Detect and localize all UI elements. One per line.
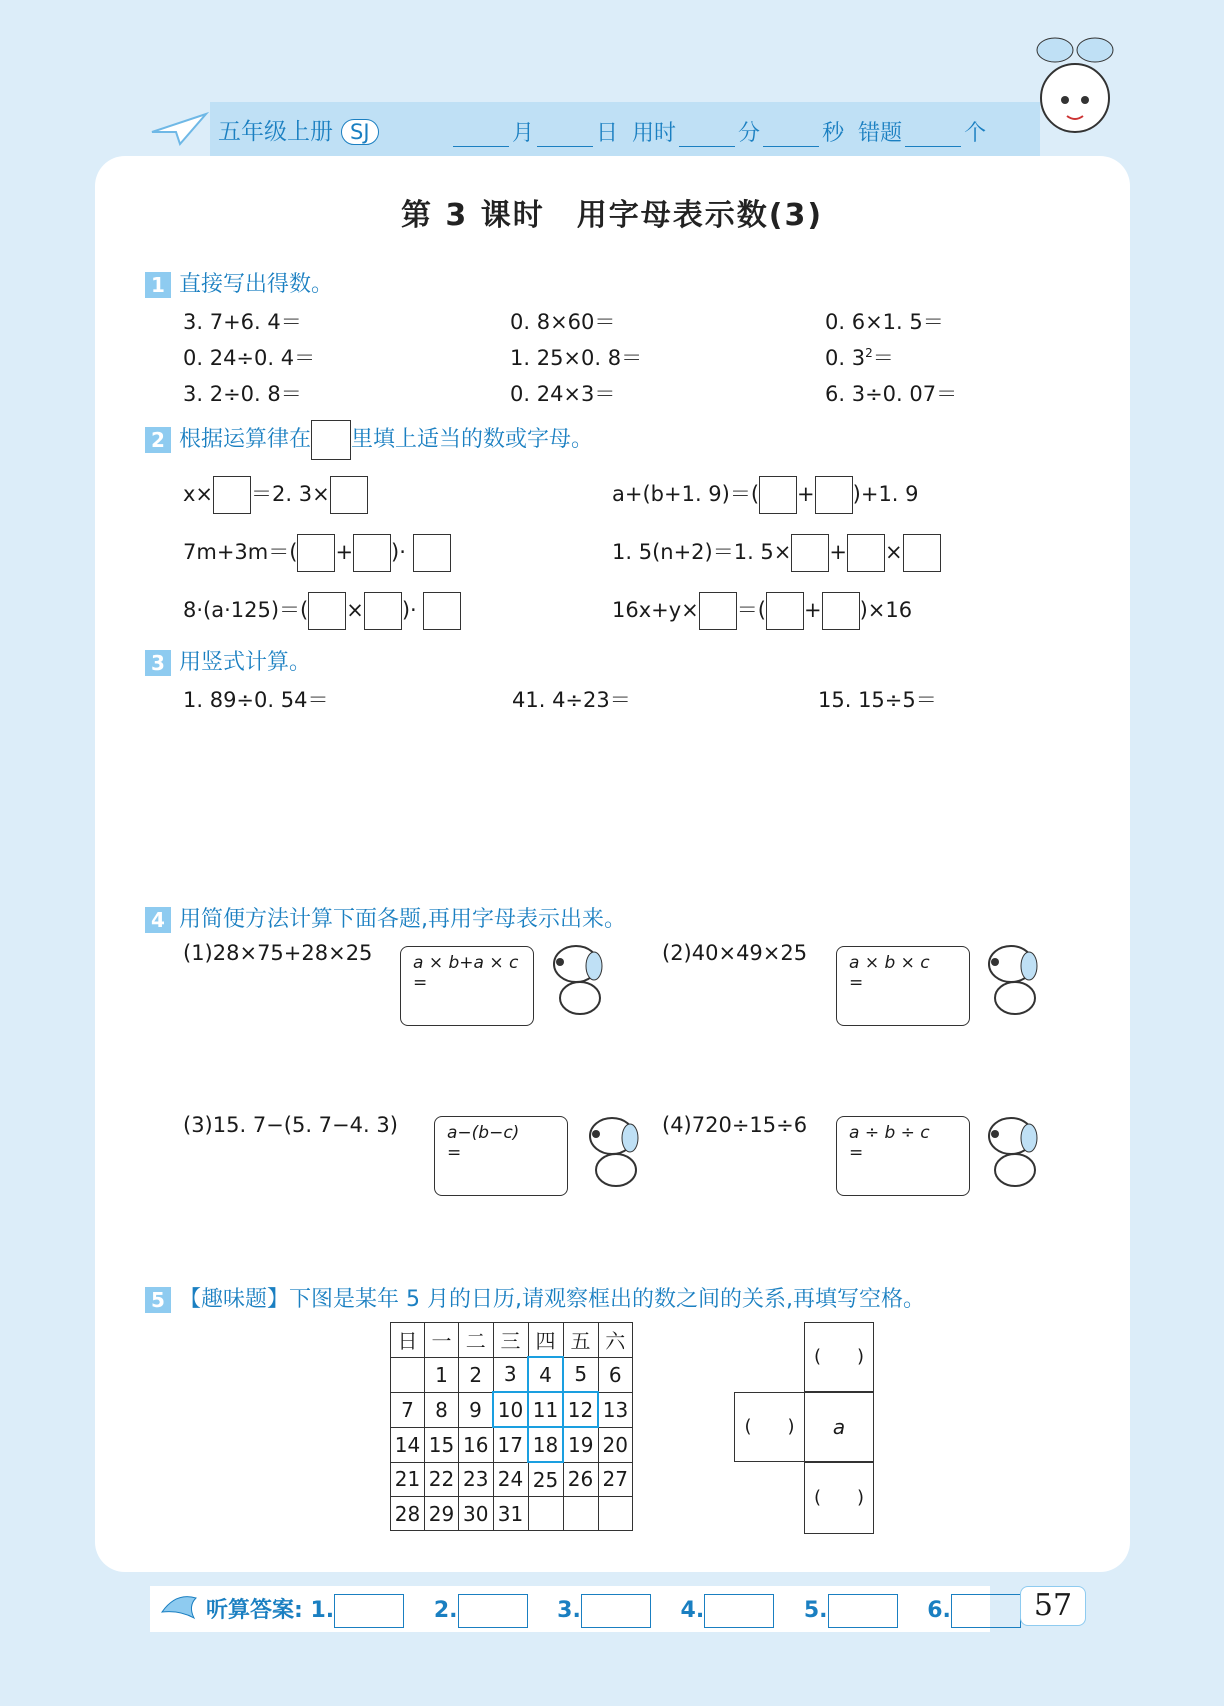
answer-slot[interactable] (704, 1594, 774, 1628)
q2-row3-right: 16x+y× ＝( + )×16 (612, 592, 912, 630)
q1-item: 1. 25×0. 8＝ (510, 346, 643, 370)
q2-heading: 2 根据运算律在 里填上适当的数或字母。 (145, 420, 593, 460)
dog-icon (576, 1110, 651, 1199)
cross-top-cell[interactable]: ( ) (804, 1322, 874, 1392)
q1-item: 3. 2÷0. 8＝ (183, 382, 302, 406)
answer-box[interactable] (413, 534, 451, 572)
answer-box[interactable] (847, 534, 885, 572)
q1-item: 0. 8×60＝ (510, 310, 616, 334)
cross-pattern (734, 1322, 874, 1534)
answer-row: 听算答案: 1. 2. 3. 4. 5. 6. (206, 1593, 1021, 1628)
cross-center-cell: a (804, 1392, 874, 1462)
formula-box: a ÷ b ÷ c = (836, 1116, 970, 1196)
q2-row2-left: 7m+3m＝( + )· (183, 534, 451, 572)
calendar-table: 日 一 二 三 四 五 六 1 2 3 4 5 6 7 8 9 10 11 12 13 14 15 16 17 18 19 20 21 22 23 24 25 26 27 28 29 30 31 (390, 1322, 633, 1531)
answer-box[interactable] (822, 592, 860, 630)
answer-box[interactable] (364, 592, 402, 630)
dog-icon (975, 938, 1050, 1027)
q4-item-label: (1)28×75+28×25 (183, 941, 373, 965)
answer-slot[interactable] (458, 1594, 528, 1628)
answer-box[interactable] (699, 592, 737, 630)
q1-item: 0. 24÷0. 4＝ (183, 346, 316, 370)
answer-box[interactable] (308, 592, 346, 630)
q4-item-label: (3)15. 7−(5. 7−4. 3) (183, 1113, 398, 1137)
q2-row3-left: 8·(a·125)＝( × )· (183, 592, 461, 630)
grade-label: 五年级上册 SJ (218, 113, 379, 146)
answer-slot[interactable] (334, 1594, 404, 1628)
q2-row1-right: a+(b+1. 9)＝( + )+1. 9 (612, 476, 919, 514)
girl-illustration (1025, 30, 1125, 159)
answer-box[interactable] (791, 534, 829, 572)
dog-icon (540, 938, 615, 1027)
answer-box[interactable] (330, 476, 368, 514)
q5-heading: 5 【趣味题】下图是某年 5 月的日历,请观察框出的数之间的关系,再填写空格。 (145, 1282, 925, 1313)
q3-heading: 3 用竖式计算。 (145, 645, 311, 676)
answer-slot[interactable] (581, 1594, 651, 1628)
formula-box: a × b × c = (836, 946, 970, 1026)
q1-item: 6. 3÷0. 07＝ (825, 382, 958, 406)
dolphin-icon (158, 1588, 202, 1632)
answer-slot[interactable] (951, 1594, 1021, 1628)
page-number: 57 (1020, 1586, 1086, 1626)
q1-item: 0. 24×3＝ (510, 382, 616, 406)
q1-item: 3. 7+6. 4＝ (183, 310, 302, 334)
q2-row1-left: x× ＝2. 3× (183, 476, 368, 514)
cross-bottom-cell[interactable]: ( ) (804, 1462, 874, 1534)
answer-box[interactable] (353, 534, 391, 572)
answer-slot[interactable] (828, 1594, 898, 1628)
q2-row2-right: 1. 5(n+2)＝1. 5× + × (612, 534, 941, 572)
answer-box[interactable] (766, 592, 804, 630)
q3-item: 41. 4÷23＝ (512, 688, 631, 712)
page-title: 第 3 课时 用字母表示数(3) (400, 198, 824, 233)
q4-item-label: (4)720÷15÷6 (662, 1113, 808, 1137)
q4-heading: 4 用简便方法计算下面各题,再用字母表示出来。 (145, 902, 626, 933)
dog-icon (975, 1110, 1050, 1199)
answer-box[interactable] (213, 476, 251, 514)
answer-box[interactable] (423, 592, 461, 630)
q3-item: 15. 15÷5＝ (818, 688, 937, 712)
q1-heading: 1 直接写出得数。 (145, 267, 333, 298)
formula-box: a × b+a × c = (400, 946, 534, 1026)
answer-box[interactable] (297, 534, 335, 572)
cross-left-cell[interactable]: ( ) (734, 1392, 805, 1462)
q3-item: 1. 89÷0. 54＝ (183, 688, 329, 712)
q1-item: 0. 6×1. 5＝ (825, 310, 944, 334)
q1-item: 0. $3^2=$ (825, 346, 894, 370)
header-fields: 月 日 用时 分 秒 错题 个 (450, 116, 986, 147)
formula-box: a−(b−c) = (434, 1116, 568, 1196)
q4-item-label: (2)40×49×25 (662, 941, 808, 965)
answer-box[interactable] (759, 476, 797, 514)
answer-box[interactable] (815, 476, 853, 514)
paper-plane-icon (150, 110, 210, 154)
answer-box[interactable] (903, 534, 941, 572)
